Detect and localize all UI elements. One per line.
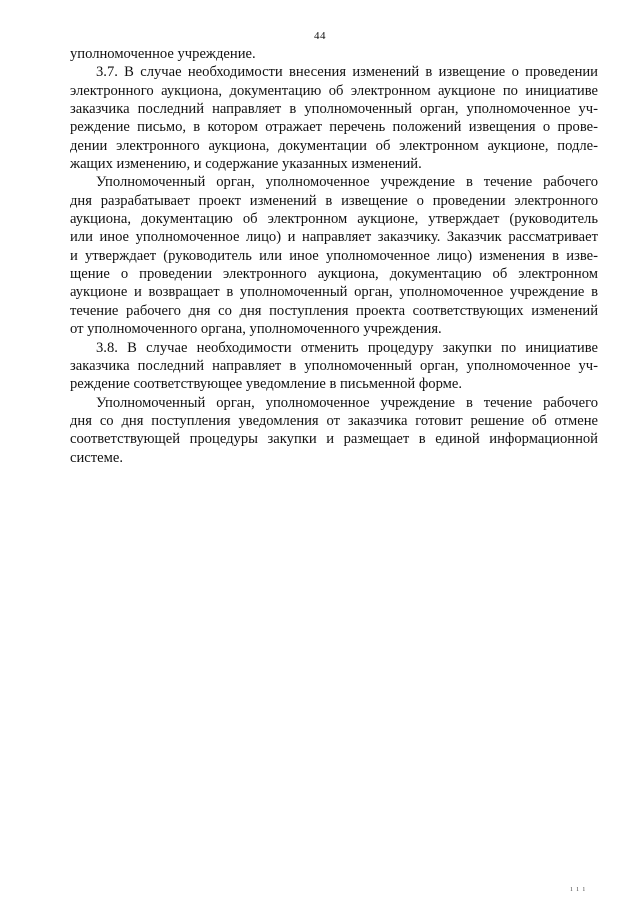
text-line: щение о проведении электронного аукциона, документацию об электронном: [70, 266, 598, 283]
text-line: Уполномоченный орган, уполномоченное учреждение в течение рабочего: [96, 174, 598, 191]
text-line: течение рабочего дня со дня поступления проекта соответствующих изменений: [70, 302, 598, 319]
page-number: 44: [314, 30, 326, 42]
text-line: соответствующей процедуры закупки и размещает в единой информационной: [70, 431, 598, 448]
text-line: дня разрабатывает проект изменений в извещение о проведении электронного: [70, 192, 598, 209]
text-line: реждение письмо, в котором отражает перечень положений извещения о прове-: [70, 119, 598, 136]
text-line: заказчика последний направляет в уполномоченный орган, уполномоченное уч-: [70, 357, 598, 374]
text-line: 3.8. В случае необходимости отменить процедуру закупки по инициативе: [96, 339, 598, 356]
text-line: аукциона, документацию об электронном аукционе, утверждает (руководитель: [70, 211, 598, 228]
text-line: от уполномоченного органа, уполномоченного учреждения.: [70, 321, 442, 338]
document-body: [70, 45, 598, 467]
text-line: уполномоченное учреждение.: [70, 46, 256, 62]
footer-mark: ı ı ı: [570, 884, 586, 893]
text-line: дении электронного аукциона, документации об электронном аукционе, подле-: [70, 137, 598, 154]
text-line: электронного аукциона, документацию об электронном аукционе по инициативе: [70, 82, 598, 99]
text-line: 3.7. В случае необходимости внесения изменений в извещение о проведении: [96, 64, 598, 81]
text-line: системе.: [70, 449, 123, 466]
text-line: или иное уполномоченное лицо) и направляет заказчику. Заказчик рассматривает: [70, 229, 598, 246]
text-line: дня со дня поступления уведомления от заказчика готовит решение об отмене: [70, 412, 598, 429]
text-line: аукционе и возвращает в уполномоченный орган, уполномоченное учреждение в: [70, 284, 598, 301]
text-line: заказчика последний направляет в уполномоченный орган, уполномоченное уч-: [70, 101, 598, 118]
text-line: реждение соответствующее уведомление в письменной форме.: [70, 376, 463, 393]
text-line: и утверждает (руководитель или иное уполномоченное лицо) изменения в изве-: [70, 247, 598, 264]
text-line: Уполномоченный орган, уполномоченное учреждение в течение рабочего: [96, 394, 598, 411]
text-line: жащих изменению, и содержание указанных изменений.: [70, 156, 422, 173]
